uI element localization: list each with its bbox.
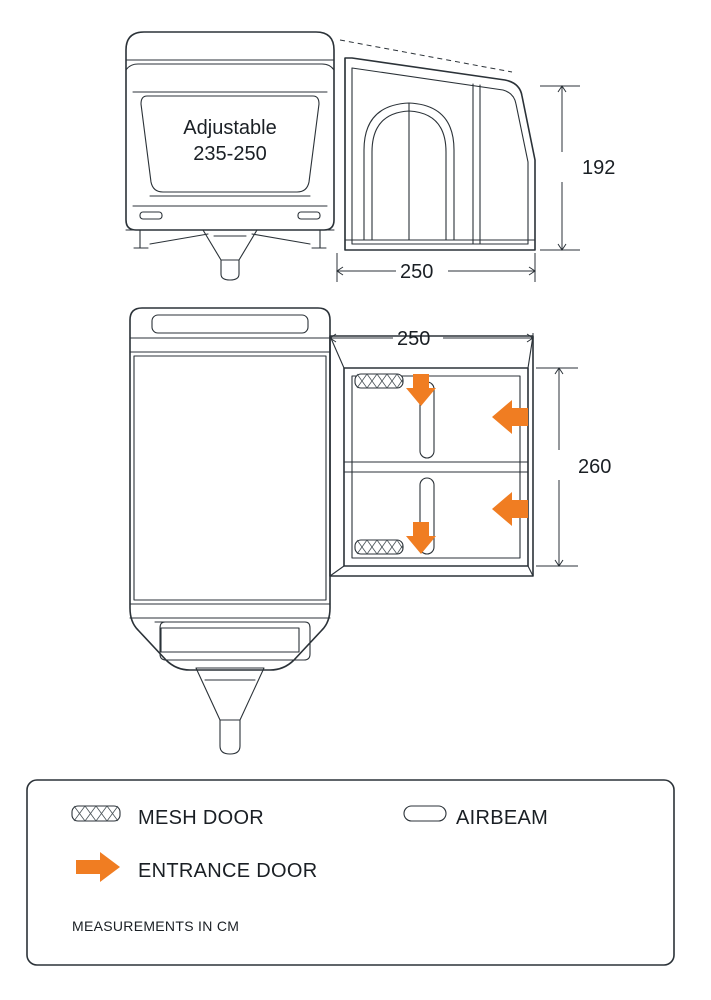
width-250-plan-label: 250 [397, 328, 431, 350]
dimension-depth-260-plan [536, 368, 611, 566]
awning-side-elevation [340, 40, 535, 250]
top-elevation-group [126, 32, 615, 283]
legend-label-entrance-door: ENTRANCE DOOR [138, 860, 318, 882]
dimension-width-250-front [337, 253, 535, 283]
entrance-door-arrows [406, 374, 528, 554]
mesh-door-icon [355, 540, 403, 554]
adjustable-range-label: 235-250 [193, 143, 267, 165]
dimension-height-192 [540, 86, 615, 250]
legend-airbeam-icon [404, 806, 446, 821]
legend-measurements-note: MEASUREMENTS IN CM [72, 918, 240, 934]
entrance-door-arrow-icon [492, 492, 528, 526]
plan-view-group [130, 308, 611, 754]
mesh-door-icon [355, 374, 403, 388]
van-plan-outline [130, 308, 330, 754]
height-192-label: 192 [582, 157, 616, 179]
depth-260-plan-label: 260 [578, 456, 612, 478]
legend-entrance-door-arrow-icon [76, 852, 120, 882]
mesh-door-elements [355, 374, 403, 554]
width-250-front-label: 250 [400, 261, 434, 283]
entrance-door-arrow-icon [492, 400, 528, 434]
legend-mesh-door-icon [72, 806, 120, 821]
dimension-width-250-plan [330, 328, 533, 358]
legend-box [27, 780, 674, 965]
adjustable-label: Adjustable [183, 117, 277, 139]
legend-label-mesh-door: MESH DOOR [138, 807, 265, 829]
legend-label-airbeam: AIRBEAM [456, 807, 549, 829]
